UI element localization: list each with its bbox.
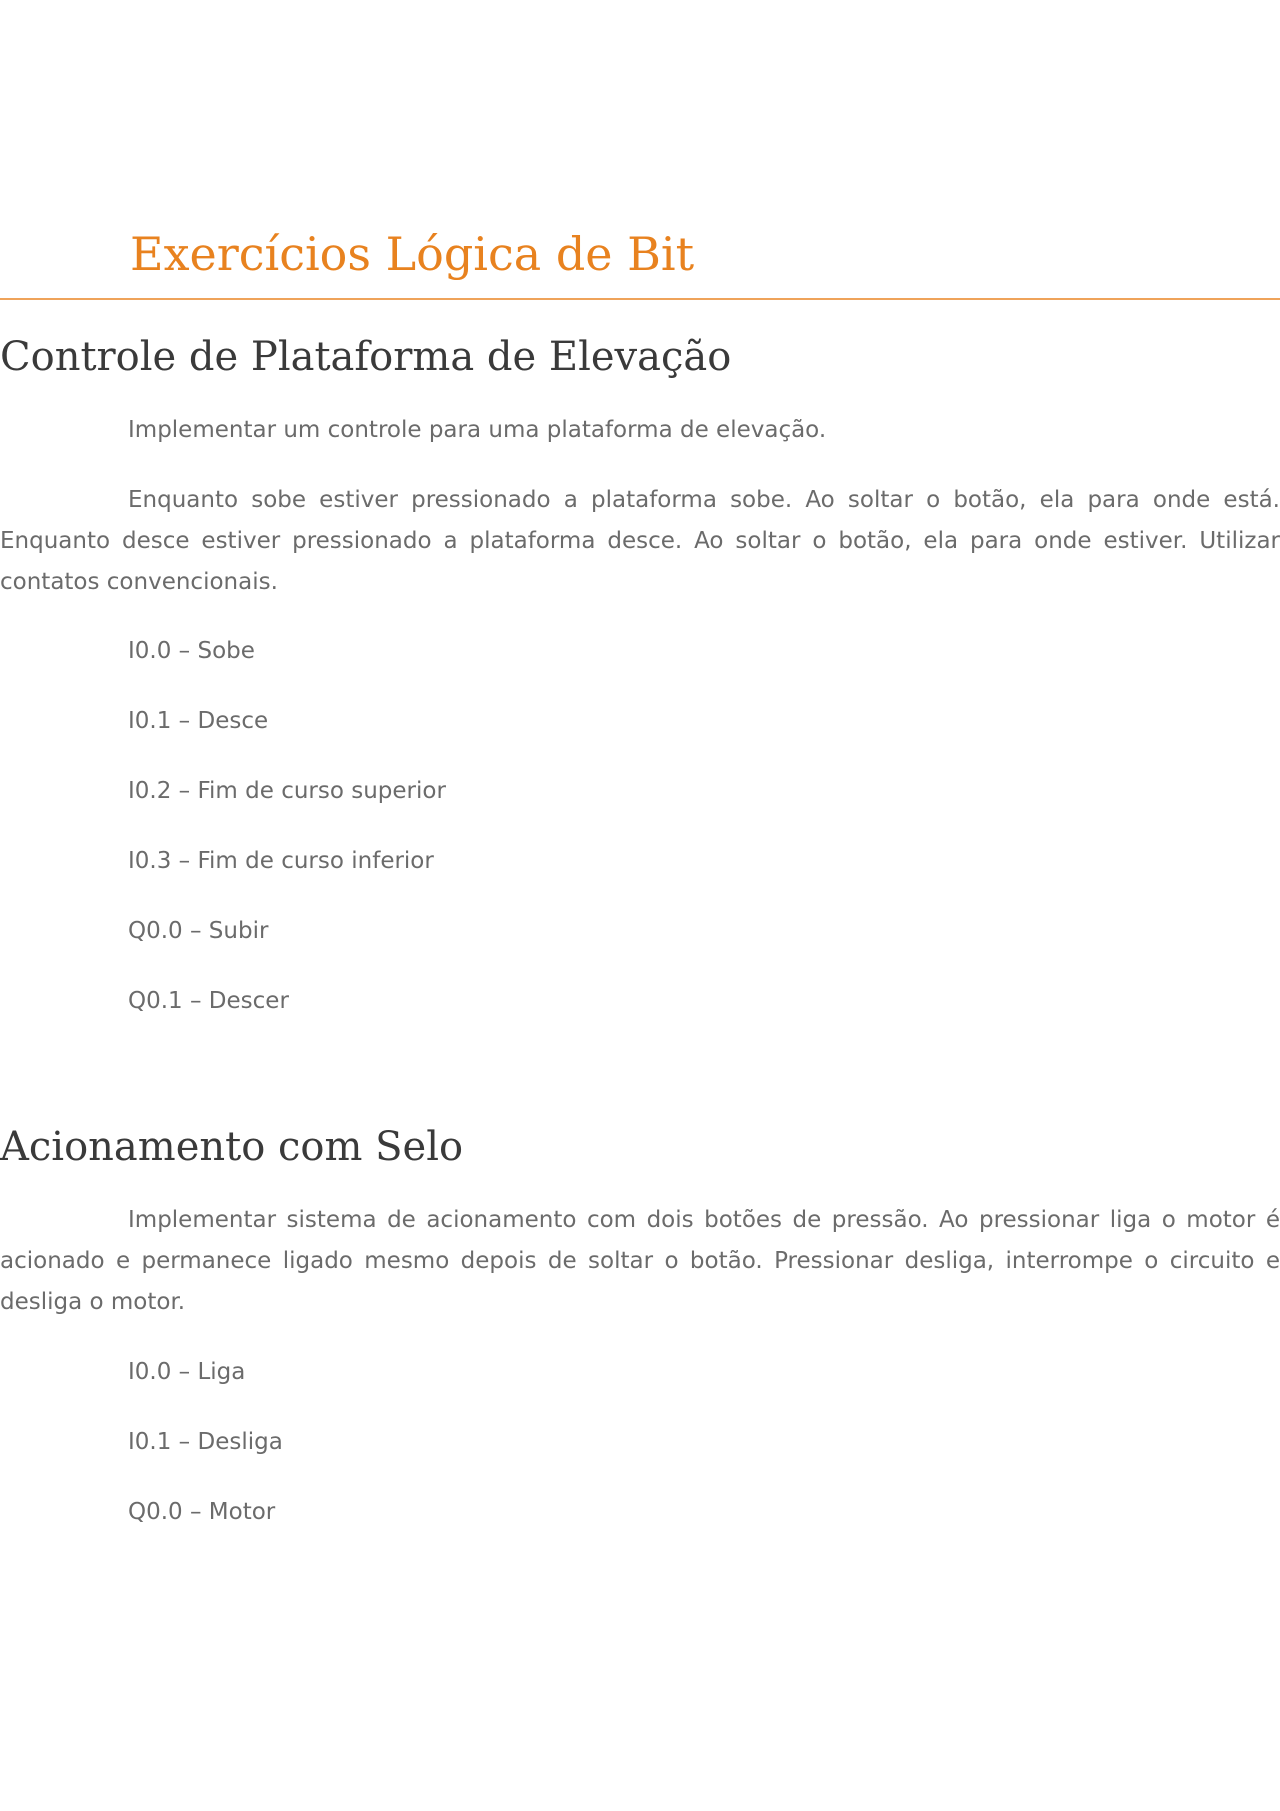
- io-item: I0.3 – Fim de curso inferior: [128, 848, 434, 874]
- io-item: I0.1 – Desliga: [128, 1429, 283, 1455]
- section-description-plataforma: Enquanto sobe estiver pressionado a plataforma sobe. Ao soltar o botão, ela para onde está. Enquanto desce estiver pressionado a plataforma desce. Ao soltar o botão, ela para onde estiver. Utilizar contatos convencionais.: [0, 487, 1280, 595]
- section-description-selo: Implementar sistema de acionamento com dois botões de pressão. Ao pressionar liga o motor é acionado e permanece ligado mesmo depois de soltar o botão. Pressionar desliga, interrompe o circuito e desliga o motor.: [0, 1207, 1280, 1315]
- io-item: Q0.1 – Descer: [128, 988, 289, 1014]
- io-item: I0.2 – Fim de curso superior: [128, 778, 446, 804]
- io-item: I0.0 – Liga: [128, 1359, 246, 1385]
- io-list-plataforma: [128, 637, 446, 1057]
- io-item: Q0.0 – Subir: [128, 918, 269, 944]
- section-heading-selo: Acionamento com Selo: [0, 1124, 464, 1170]
- io-list-selo: [128, 1358, 283, 1568]
- section-heading-plataforma: Controle de Plataforma de Elevação: [0, 334, 732, 380]
- io-item: I0.0 – Sobe: [128, 638, 255, 664]
- section-intro-plataforma: Implementar um controle para uma plataforma de elevação.: [128, 417, 827, 443]
- io-item: Q0.0 – Motor: [128, 1499, 276, 1525]
- title-divider: [0, 298, 1280, 300]
- io-item: I0.1 – Desce: [128, 708, 269, 734]
- document-title: Exercícios Lógica de Bit: [130, 227, 695, 281]
